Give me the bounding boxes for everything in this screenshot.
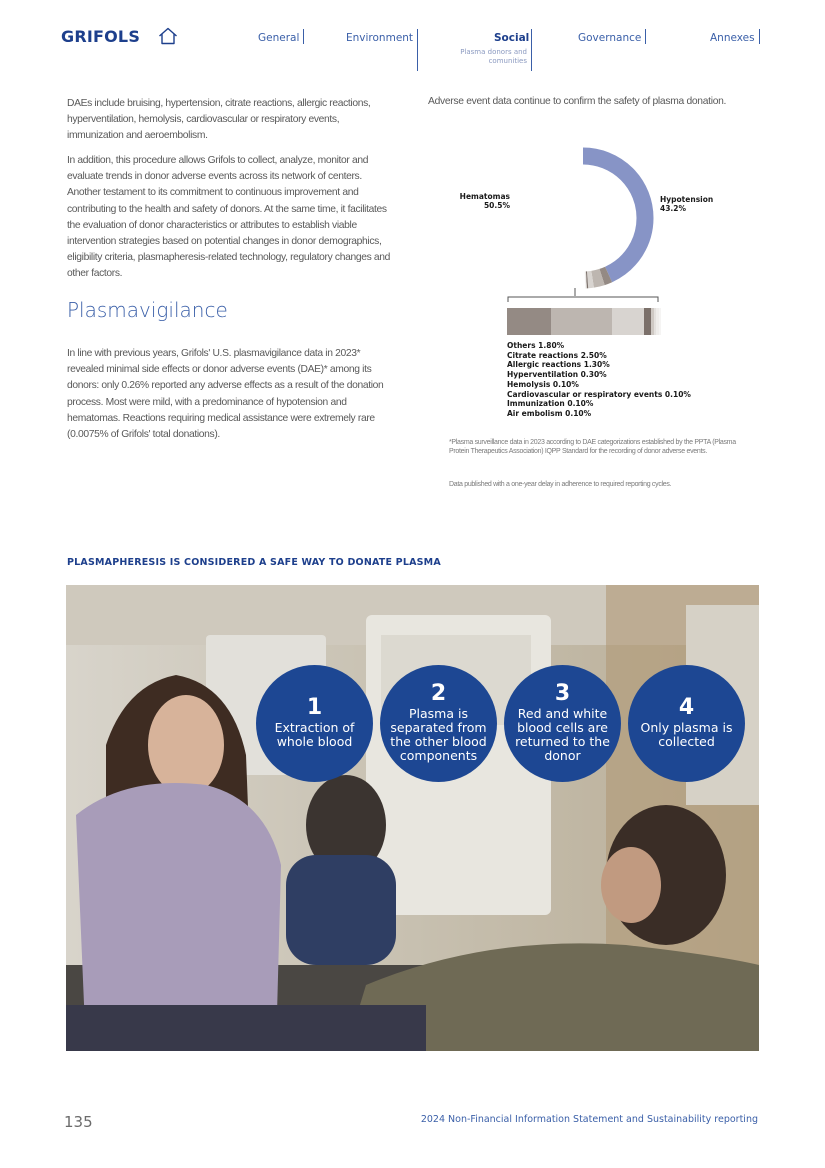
step-text: Only plasma is collected: [640, 720, 733, 749]
step-number: 2: [430, 681, 447, 706]
ppta-footnote: *Plasma surveillance data in 2023 according to DAE categorizations established by the PPTA (Plasma Protein Therapeutics Association) IQPP Standard for the recording of donor adverse events.: [449, 439, 736, 455]
step-text: Red and white blood cells are returned to the donor: [515, 706, 610, 763]
hypotension-value: 43.2%: [660, 204, 687, 213]
legend-item: Air embolism 0.10%: [507, 408, 592, 418]
legend-item: Hemolysis 0.10%: [507, 379, 579, 389]
others-breakdown-legend: [507, 341, 691, 419]
legend-item: Immunization 0.10%: [507, 399, 594, 409]
chart-intro: Adverse event data continue to confirm the safety of plasma donation.: [428, 96, 727, 107]
step-3-circle: [504, 665, 621, 782]
step-2-circle: [380, 665, 497, 782]
step-text: Extraction of whole blood: [274, 720, 355, 749]
step-text: Plasma is separated from the other blood components: [390, 706, 487, 763]
nav-divider: [303, 29, 304, 44]
nav-divider: [531, 29, 532, 71]
grifols-logo[interactable]: GRIFOLS: [61, 27, 141, 46]
plasmapheresis-title: PLASMAPHERESIS IS CONSIDERED A SAFE WAY TO DONATE PLASMA: [67, 557, 441, 568]
nav-divider: [645, 29, 646, 44]
reporting-delay-footnote: Data published with a one-year delay in adherence to required reporting cycles.: [449, 481, 672, 488]
bar-segment-others: [507, 308, 551, 335]
hematomas-value: 50.5%: [483, 201, 510, 210]
nav-social-subtitle[interactable]: Plasma donors and comunities: [460, 48, 527, 65]
breakdown-bracket: [507, 288, 659, 308]
legend-item: Cardiovascular or respiratory events 0.10%: [507, 389, 691, 399]
legend-item: Hyperventilation 0.30%: [507, 370, 607, 380]
report-title-footer: 2024 Non-Financial Information Statement and Sustainability reporting: [420, 1114, 758, 1125]
nav-general[interactable]: General: [258, 32, 300, 44]
step-number: 1: [306, 695, 323, 720]
dae-description-paragraph: DAEs include bruising, hypertension, citrate reactions, allergic reactions, hyperventilation, hemolysis, cardiovascular or respiratory events, immunization and aeroembolism.: [67, 98, 371, 142]
bar-segment-hyperventilation: [644, 308, 651, 335]
bar-segment-citrate-reactions: [551, 308, 612, 335]
step-1-circle: [256, 665, 373, 782]
procedure-paragraph: In addition, this procedure allows Grifols to collect, analyze, monitor and evaluate trends in donor adverse events across its network of centers. Another testament to its commitment to continuous improvement and contributing to the health and safety of donors. At the same time, it facilitates the evaluation of donor characteristics or attributes to establish viable intervention strategies based on potential changes in donor demographics, eligibility criteria, plasmapheresis-related technology, regulatory changes and other factors.: [67, 155, 391, 280]
step-number: 3: [554, 681, 571, 706]
others-breakdown-bar: [507, 308, 661, 335]
nav-divider: [759, 29, 760, 44]
nav-social[interactable]: Social: [494, 32, 530, 44]
plasma-donation-photo: [66, 585, 759, 1051]
legend-item: Allergic reactions 1.30%: [507, 360, 610, 370]
home-icon[interactable]: [158, 27, 178, 45]
step-4-circle: [628, 665, 745, 782]
page-number: 135: [64, 1113, 93, 1131]
bar-segment-allergic-reactions: [612, 308, 644, 335]
hypotension-label: [660, 195, 713, 213]
hematomas-name: Hematomas: [459, 192, 510, 201]
bar-segment-air-embolism: [659, 308, 661, 335]
plasmavigilance-heading: Plasmavigilance: [67, 298, 228, 322]
plasmavigilance-paragraph: In line with previous years, Grifols' U.S. plasmavigilance data in 2023* revealed minimal side effects or donor adverse events (DAE)* among its donors: only 0.26% reported any adverse effects as a result of the donation process. Most were mild, with a predominance of hypotension and hematomas. Reactions requiring medical assistance were extremely rare (0.0075% of Grifols' total donations).: [67, 348, 384, 441]
adverse-events-donut-chart: [510, 145, 656, 291]
nav-environment[interactable]: Environment: [346, 32, 414, 44]
legend-item: Citrate reactions 2.50%: [507, 350, 607, 360]
hypotension-name: Hypotension: [660, 195, 714, 204]
nav-governance[interactable]: Governance: [578, 32, 642, 44]
donut-slice-hypotension: [521, 156, 645, 280]
step-number: 4: [678, 695, 695, 720]
nav-divider: [417, 29, 418, 71]
legend-item: Others 1.80%: [507, 341, 565, 350]
nav-annexes[interactable]: Annexes: [710, 32, 755, 44]
hematomas-label: [440, 192, 510, 210]
